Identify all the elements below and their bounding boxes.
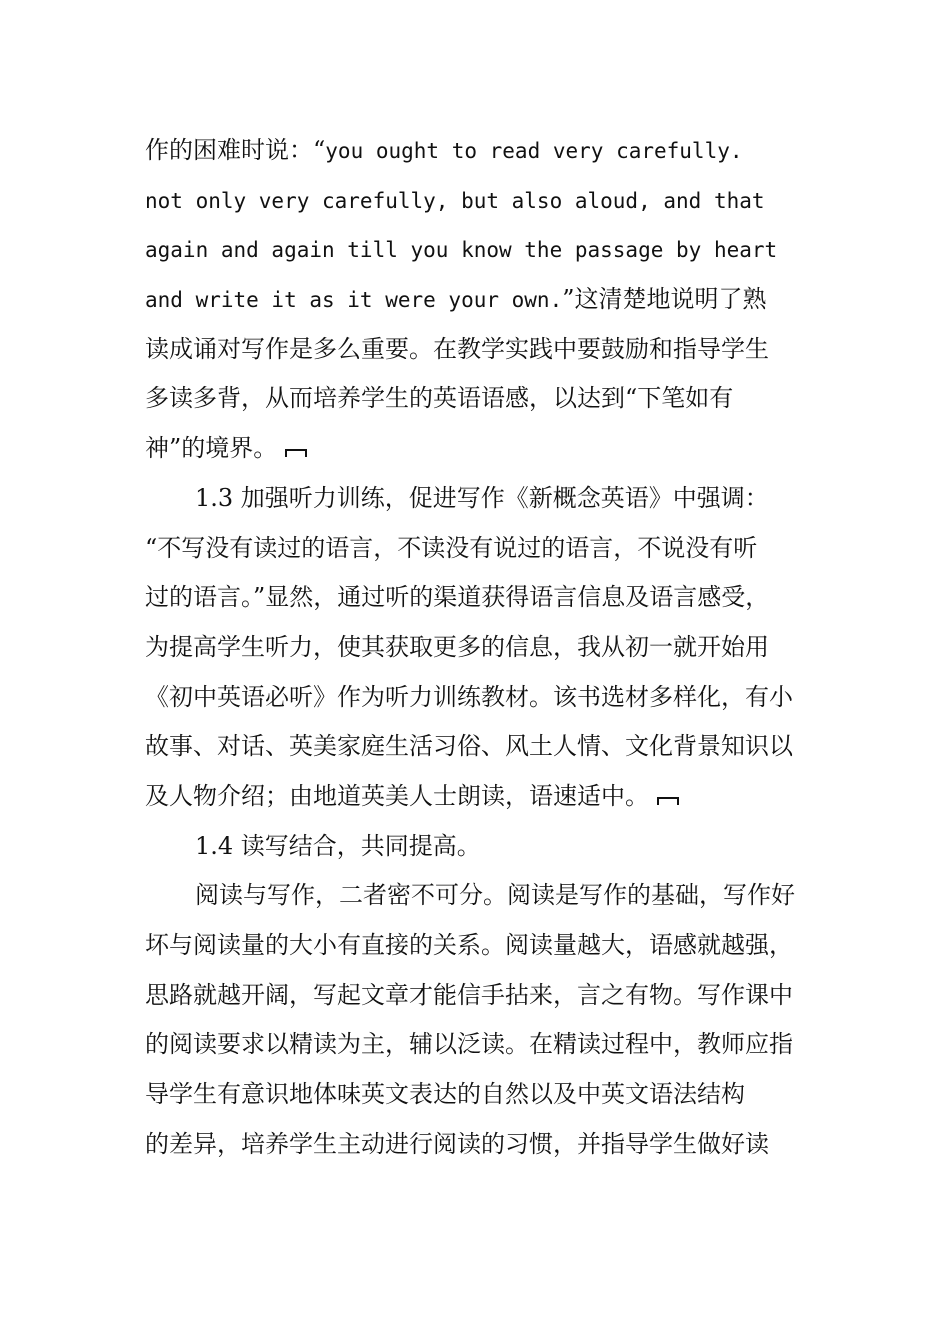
line-text: 及人物介绍；由地道英美人士朗读，语速适中。 — [145, 781, 649, 810]
line-text: 思路就越开阔，写起文章才能信手拈来，言之有物。写作课中 — [145, 980, 793, 1009]
text-line — [145, 275, 815, 325]
english-quote-text: again and again till you know the passage by heart — [145, 238, 778, 263]
line-text: 坏与阅读量的大小有直接的关系。阅读量越大，语感就越强， — [145, 931, 793, 959]
text-line — [145, 673, 815, 723]
text-line — [145, 921, 815, 971]
text-line — [145, 524, 815, 574]
text-line — [145, 1070, 815, 1120]
text-line — [145, 374, 815, 424]
paragraph-mark-icon — [657, 796, 679, 806]
text-line — [145, 126, 815, 176]
line-text: 故事、对话、英美家庭生活习俗、风土人情、文化背景知识以 — [145, 732, 793, 761]
line-text: 作的困难时说：“ — [145, 136, 326, 164]
text-line — [145, 722, 815, 772]
body-text — [145, 126, 815, 1169]
text-line — [145, 1020, 815, 1070]
text-line — [145, 176, 815, 226]
text-line — [145, 225, 815, 275]
english-quote-text: not only very carefully, but also aloud, and that — [145, 188, 765, 213]
line-text: 过的语言。”显然，通过听的渠道获得语言信息及语言感受， — [145, 583, 770, 612]
english-quote-text: and write it as it were your own. — [145, 288, 563, 313]
paragraph-mark-icon — [285, 448, 307, 458]
text-line — [145, 1120, 815, 1170]
line-text: 的差异，培养学生主动进行阅读的习惯，并指导学生做好读 — [145, 1129, 769, 1158]
text-line — [145, 573, 815, 623]
english-quote-text: you ought to read very carefully. — [325, 139, 743, 163]
line-text: 《初中英语必听》作为听力训练教材。该书选材多样化，有小 — [145, 682, 793, 711]
text-line — [145, 772, 815, 822]
text-line — [145, 623, 815, 673]
line-text: 读成诵对写作是多么重要。在教学实践中要鼓励和指导学生 — [145, 334, 769, 363]
text-line — [145, 971, 815, 1021]
line-text: ”这清楚地说明了熟 — [562, 285, 767, 314]
line-text: 1.4 读写结合，共同提高。 — [195, 831, 481, 860]
line-text: 神”的境界。 — [145, 434, 278, 463]
line-text: 阅读与写作，二者密不可分。阅读是写作的基础，写作好 — [195, 881, 795, 910]
text-line — [145, 424, 815, 474]
line-text: 的阅读要求以精读为主，辅以泛读。在精读过程中，教师应指 — [145, 1030, 793, 1059]
line-text: 为提高学生听力，使其获取更多的信息，我从初一就开始用 — [145, 632, 769, 661]
line-text: “不写没有读过的语言，不读没有说过的语言，不说没有听 — [145, 533, 758, 562]
section-heading-1-4 — [145, 822, 815, 872]
text-line — [145, 871, 815, 921]
line-text: 1.3 加强听力训练，促进写作《新概念英语》中强调： — [195, 483, 769, 512]
section-heading-1-3 — [145, 474, 815, 524]
line-text: 多读多背，从而培养学生的英语语感，以达到“下笔如有 — [145, 384, 734, 413]
text-line — [145, 325, 815, 375]
line-text: 导学生有意识地体味英文表达的自然以及中英文语法结构 — [145, 1080, 745, 1109]
